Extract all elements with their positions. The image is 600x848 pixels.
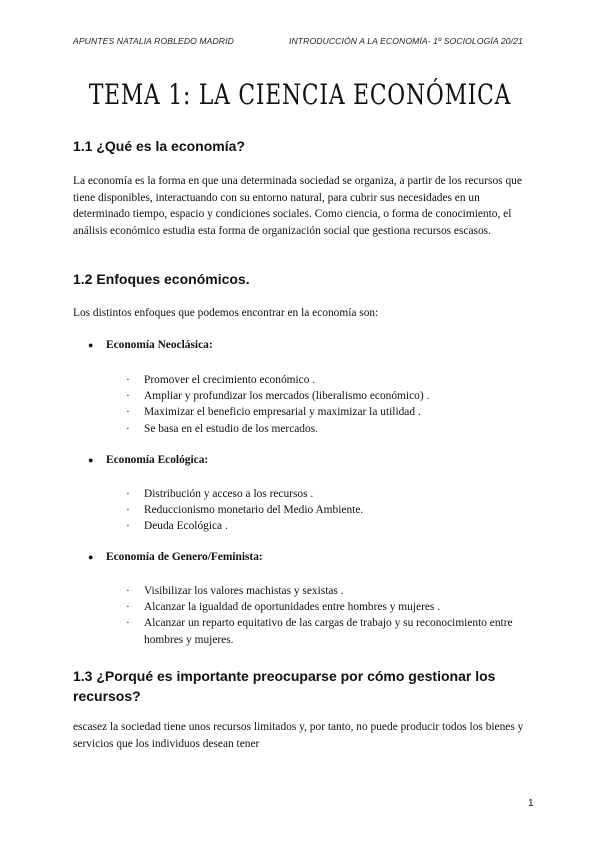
section-body-1-1: La economía es la forma en que una determinada sociedad se organiza, a partir de los recursos que tiene disponibles, interactuando con su entorno natural, para cubrir sus necesidades en un determinado tiempo, espacio y condiciones sociales. Como ciencia, o forma de conocimiento, el análisis económico estudia esta forma de organización social que gestiona recursos escasos. [73, 175, 522, 237]
list-item-text: Distribución y acceso a los recursos . [144, 488, 314, 500]
dash-icon: · [126, 601, 130, 614]
list-item [126, 599, 536, 615]
section-heading-1-1: 1.1 ¿Qué es la economía? [73, 138, 245, 154]
approach-name: Economía Ecológica: [106, 454, 209, 466]
dash-icon: · [126, 422, 130, 435]
section-heading-1-2: 1.2 Enfoques económicos. [73, 271, 250, 287]
list-item-text: Ampliar y profundizar los mercados (liberalismo económico) . [144, 390, 430, 403]
page-number: 1 [528, 798, 534, 809]
approach-list [126, 372, 536, 437]
list-item [126, 615, 536, 647]
list-item [126, 583, 536, 599]
dash-icon: · [126, 585, 130, 597]
header-author: APUNTES NATALIA ROBLEDO MADRID [73, 36, 234, 46]
list-item-text: Maximizar el beneficio empresarial y maximizar la utilidad . [144, 406, 421, 419]
section-heading-1-3: 1.3 ¿Porqué es importante preocuparse por cómo gestionar los recursos? [73, 668, 496, 704]
dash-icon: · [126, 488, 130, 500]
dash-icon: · [126, 390, 130, 403]
dash-icon: · [126, 617, 130, 630]
list-item-text: Promover el crecimiento económico . [144, 374, 316, 386]
approach-heading [88, 339, 213, 351]
dash-icon: · [126, 504, 130, 517]
list-item [126, 404, 536, 420]
approach-name: Economía Neoclásica: [106, 339, 213, 351]
approach-name: Economía de Genero/Feminista: [106, 551, 263, 563]
bullet-icon: ● [88, 340, 94, 350]
dash-icon: · [126, 406, 130, 419]
list-item [126, 502, 536, 518]
dash-icon: · [126, 374, 130, 386]
list-item [126, 518, 536, 534]
approach-heading [88, 551, 263, 563]
list-item [126, 486, 536, 502]
list-item-text: Deuda Ecológica . [144, 520, 228, 533]
list-item-text: Se basa en el estudio de los mercados. [144, 422, 318, 435]
approach-list [126, 486, 536, 535]
dash-icon: · [126, 520, 130, 533]
list-item-text: Alcanzar la igualdad de oportunidades entre hombres y mujeres . [144, 601, 441, 614]
list-item-text: Alcanzar un reparto equitativo de las cargas de trabajo y su reconocimiento entre hombres y mujeres. [144, 617, 513, 646]
bullet-icon: ● [88, 552, 94, 562]
header-course: INTRODUCCIÓN A LA ECONOMÍA- 1º SOCIOLOGÍA 20/21 [289, 36, 523, 46]
section-intro-1-2: Los distintos enfoques que podemos encontrar en la economía son: [73, 307, 379, 319]
section-body-1-3: escasez la sociedad tiene unos recursos limitados y, por tanto, no puede producir todos los bienes y servicios que los individuos desean tener [73, 721, 524, 750]
list-item [126, 372, 536, 388]
list-item-text: Visibilizar los valores machistas y sexistas . [144, 585, 344, 597]
approach-heading [88, 454, 208, 466]
approach-list [126, 583, 536, 648]
list-item [126, 388, 536, 404]
page-title: TEMA 1: LA CIENCIA ECONÓMICA [88, 78, 512, 111]
list-item [126, 421, 536, 437]
list-item-text: Reduccionismo monetario del Medio Ambiente. [144, 504, 364, 517]
bullet-icon: ● [88, 455, 94, 465]
